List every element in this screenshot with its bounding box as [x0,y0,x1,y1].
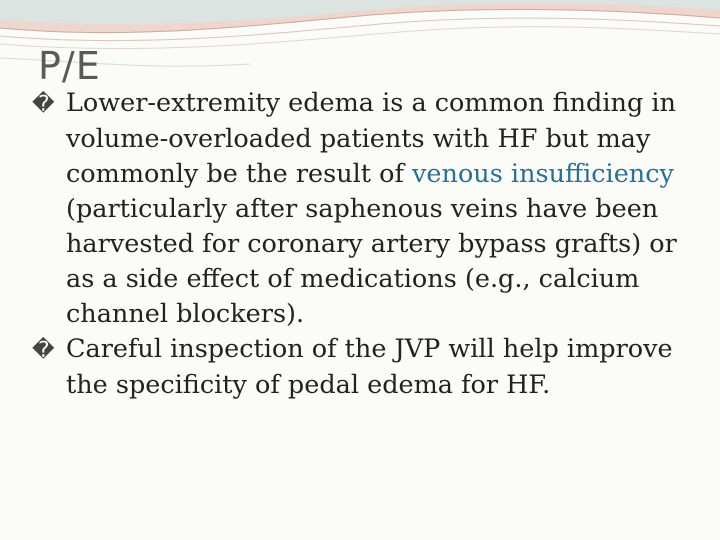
bullet-glyph-icon: � [32,338,55,363]
bullet-paragraph [32,332,682,403]
paragraph-text: Lower-extremity edema is a common finding in volume-overloaded patients with HF but may commonly be the result of [66,88,676,189]
paragraph-text: Careful inspection of the JVP will help improve the specificity of pedal edema for HF. [66,334,673,400]
bullet-paragraph [32,86,682,332]
slide-title: P/E [38,44,101,88]
bullet-glyph-icon: � [32,92,55,117]
slide-body [32,86,682,403]
header-wave-decoration [0,0,720,90]
paragraph-text: (particularly after saphenous veins have been harvested for coronary artery bypass grafts) or as a side effect of medications (e.g., calcium channel blockers). [66,194,677,329]
highlighted-term: venous insufficiency [412,159,674,189]
